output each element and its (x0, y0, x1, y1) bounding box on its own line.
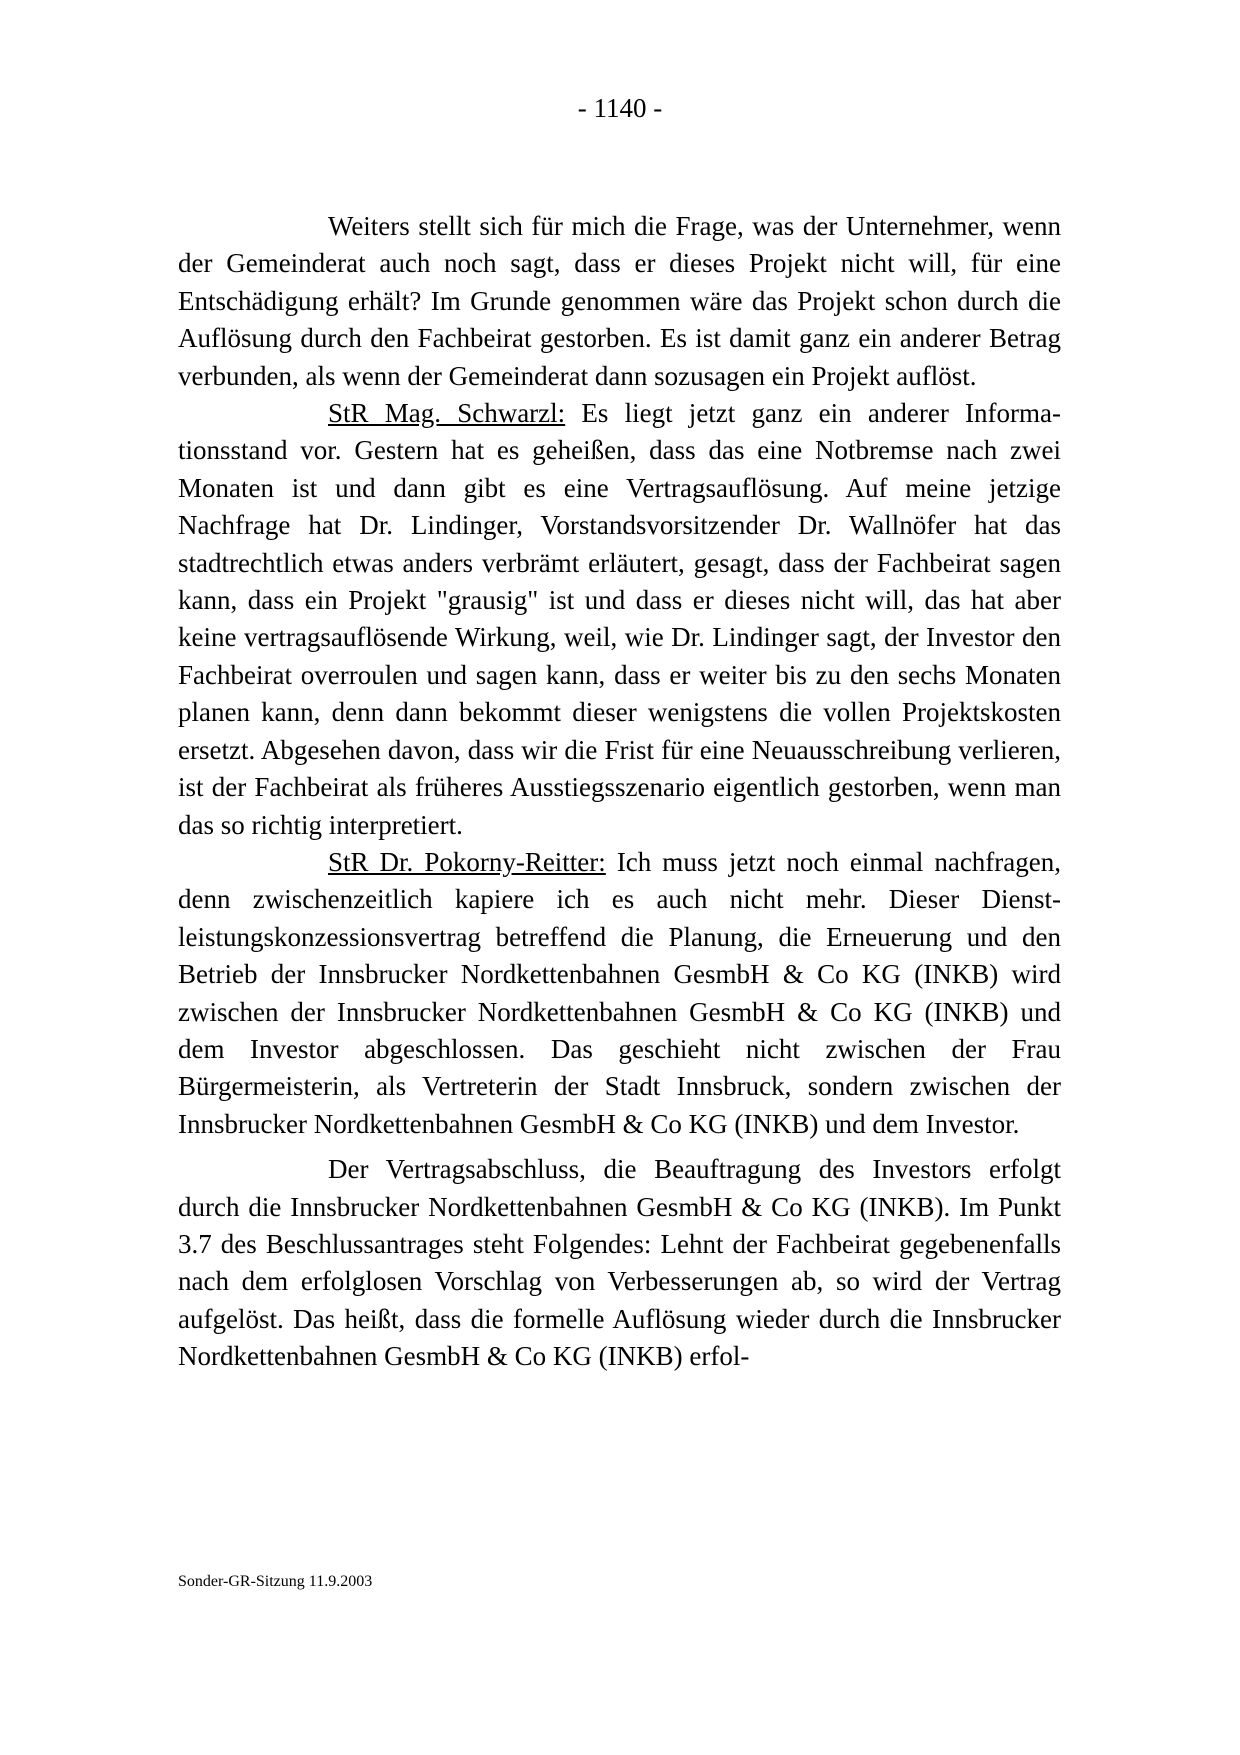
paragraph-4 (178, 1151, 1061, 1375)
paragraph-1-text: Weiters stellt sich für mich die Frage, was der Unternehmer, wenn der Gemeinderat auch noch sagt, dass er dieses Projekt nicht will, für eine Entschädigung erhält? Im Grunde genommen wäre das Projekt schon durch die Auflösung durch den Fachbeirat gestorben. Es ist damit ganz ein anderer Betrag verbunden, als wenn der Gemeinderat dann sozusagen ein Projekt auflöst. (178, 211, 1061, 391)
footer-session: Sonder-GR-Sitzung 11.9.2003 (178, 1573, 373, 1590)
paragraph-2-text: Es liegt jetzt ganz ein anderer Informationsstand vor. Gestern hat es geheißen, dass das eine Notbremse nach zwei Monaten ist und dann gibt es eine Vertragsauflösung. Auf meine jetzige Nachfrage hat Dr. Lindinger, Vorstandsvorsitzender Dr. Wallnöfer hat das stadtrechtlich etwas anders verbrämt erläutert, gesagt, dass der Fachbeirat sagen kann, dass ein Projekt "grausig" ist und dass er dieses nicht will, das hat aber keine vertragsauflösende Wirkung, weil, wie Dr. Lindinger sagt, der Investor den Fachbeirat overroulen und sagen kann, dass er weiter bis zu den sechs Monaten planen kann, denn dann bekommt dieser wenigstens die vollen Projektskosten ersetzt. Abgesehen davon, dass wir die Frist für eine Neuausschreibung verlieren, ist der Fachbeirat als früheres Ausstiegsszenario eigentlich gestorben, wenn man das so richtig interpretiert. (178, 398, 1061, 840)
paragraph-2 (178, 395, 1061, 844)
paragraph-1 (178, 208, 1061, 395)
paragraph-3 (178, 844, 1061, 1143)
speaker-pokorny-reitter: StR Dr. Pokorny-Reitter: (328, 846, 606, 877)
page-number: - 1140 - (577, 93, 663, 123)
paragraph-4-text: Der Vertragsabschluss, die Beauftragung des Investors erfolgt durch die Innsbrucker Nordkettenbahnen GesmbH & Co KG (INKB). Im Punkt 3.7 des Beschlussantrages steht Folgendes: Lehnt der Fachbeirat gegebenenfalls nach dem erfolglosen Vorschlag von Verbesserungen ab, so wird der Vertrag aufgelöst. Das heißt, dass die formelle Auflösung wieder durch die Innsbrucker Nordkettenbahnen GesmbH & Co KG (INKB) erfol- (178, 1154, 1061, 1372)
speaker-schwarzl: StR Mag. Schwarzl: (328, 398, 566, 429)
document-body (178, 208, 1061, 1376)
paragraph-3-text: Ich muss jetzt noch einmal nachfragen, denn zwischenzeitlich kapiere ich es auch nicht mehr. Dieser Dienstleistungskonzessionsvertrag betreffend die Planung, die Erneuerung und den Betrieb der Innsbrucker Nordkettenbahnen GesmbH & Co KG (INKB) wird zwischen der Innsbrucker Nordkettenbahnen GesmbH & Co KG (INKB) und dem Investor abgeschlossen. Das geschieht nicht zwischen der Frau Bürgermeisterin, als Vertreterin der Stadt Innsbruck, sondern zwischen der Innsbrucker Nordkettenbahnen GesmbH & Co KG (INKB) und dem Investor. (178, 846, 1062, 1139)
